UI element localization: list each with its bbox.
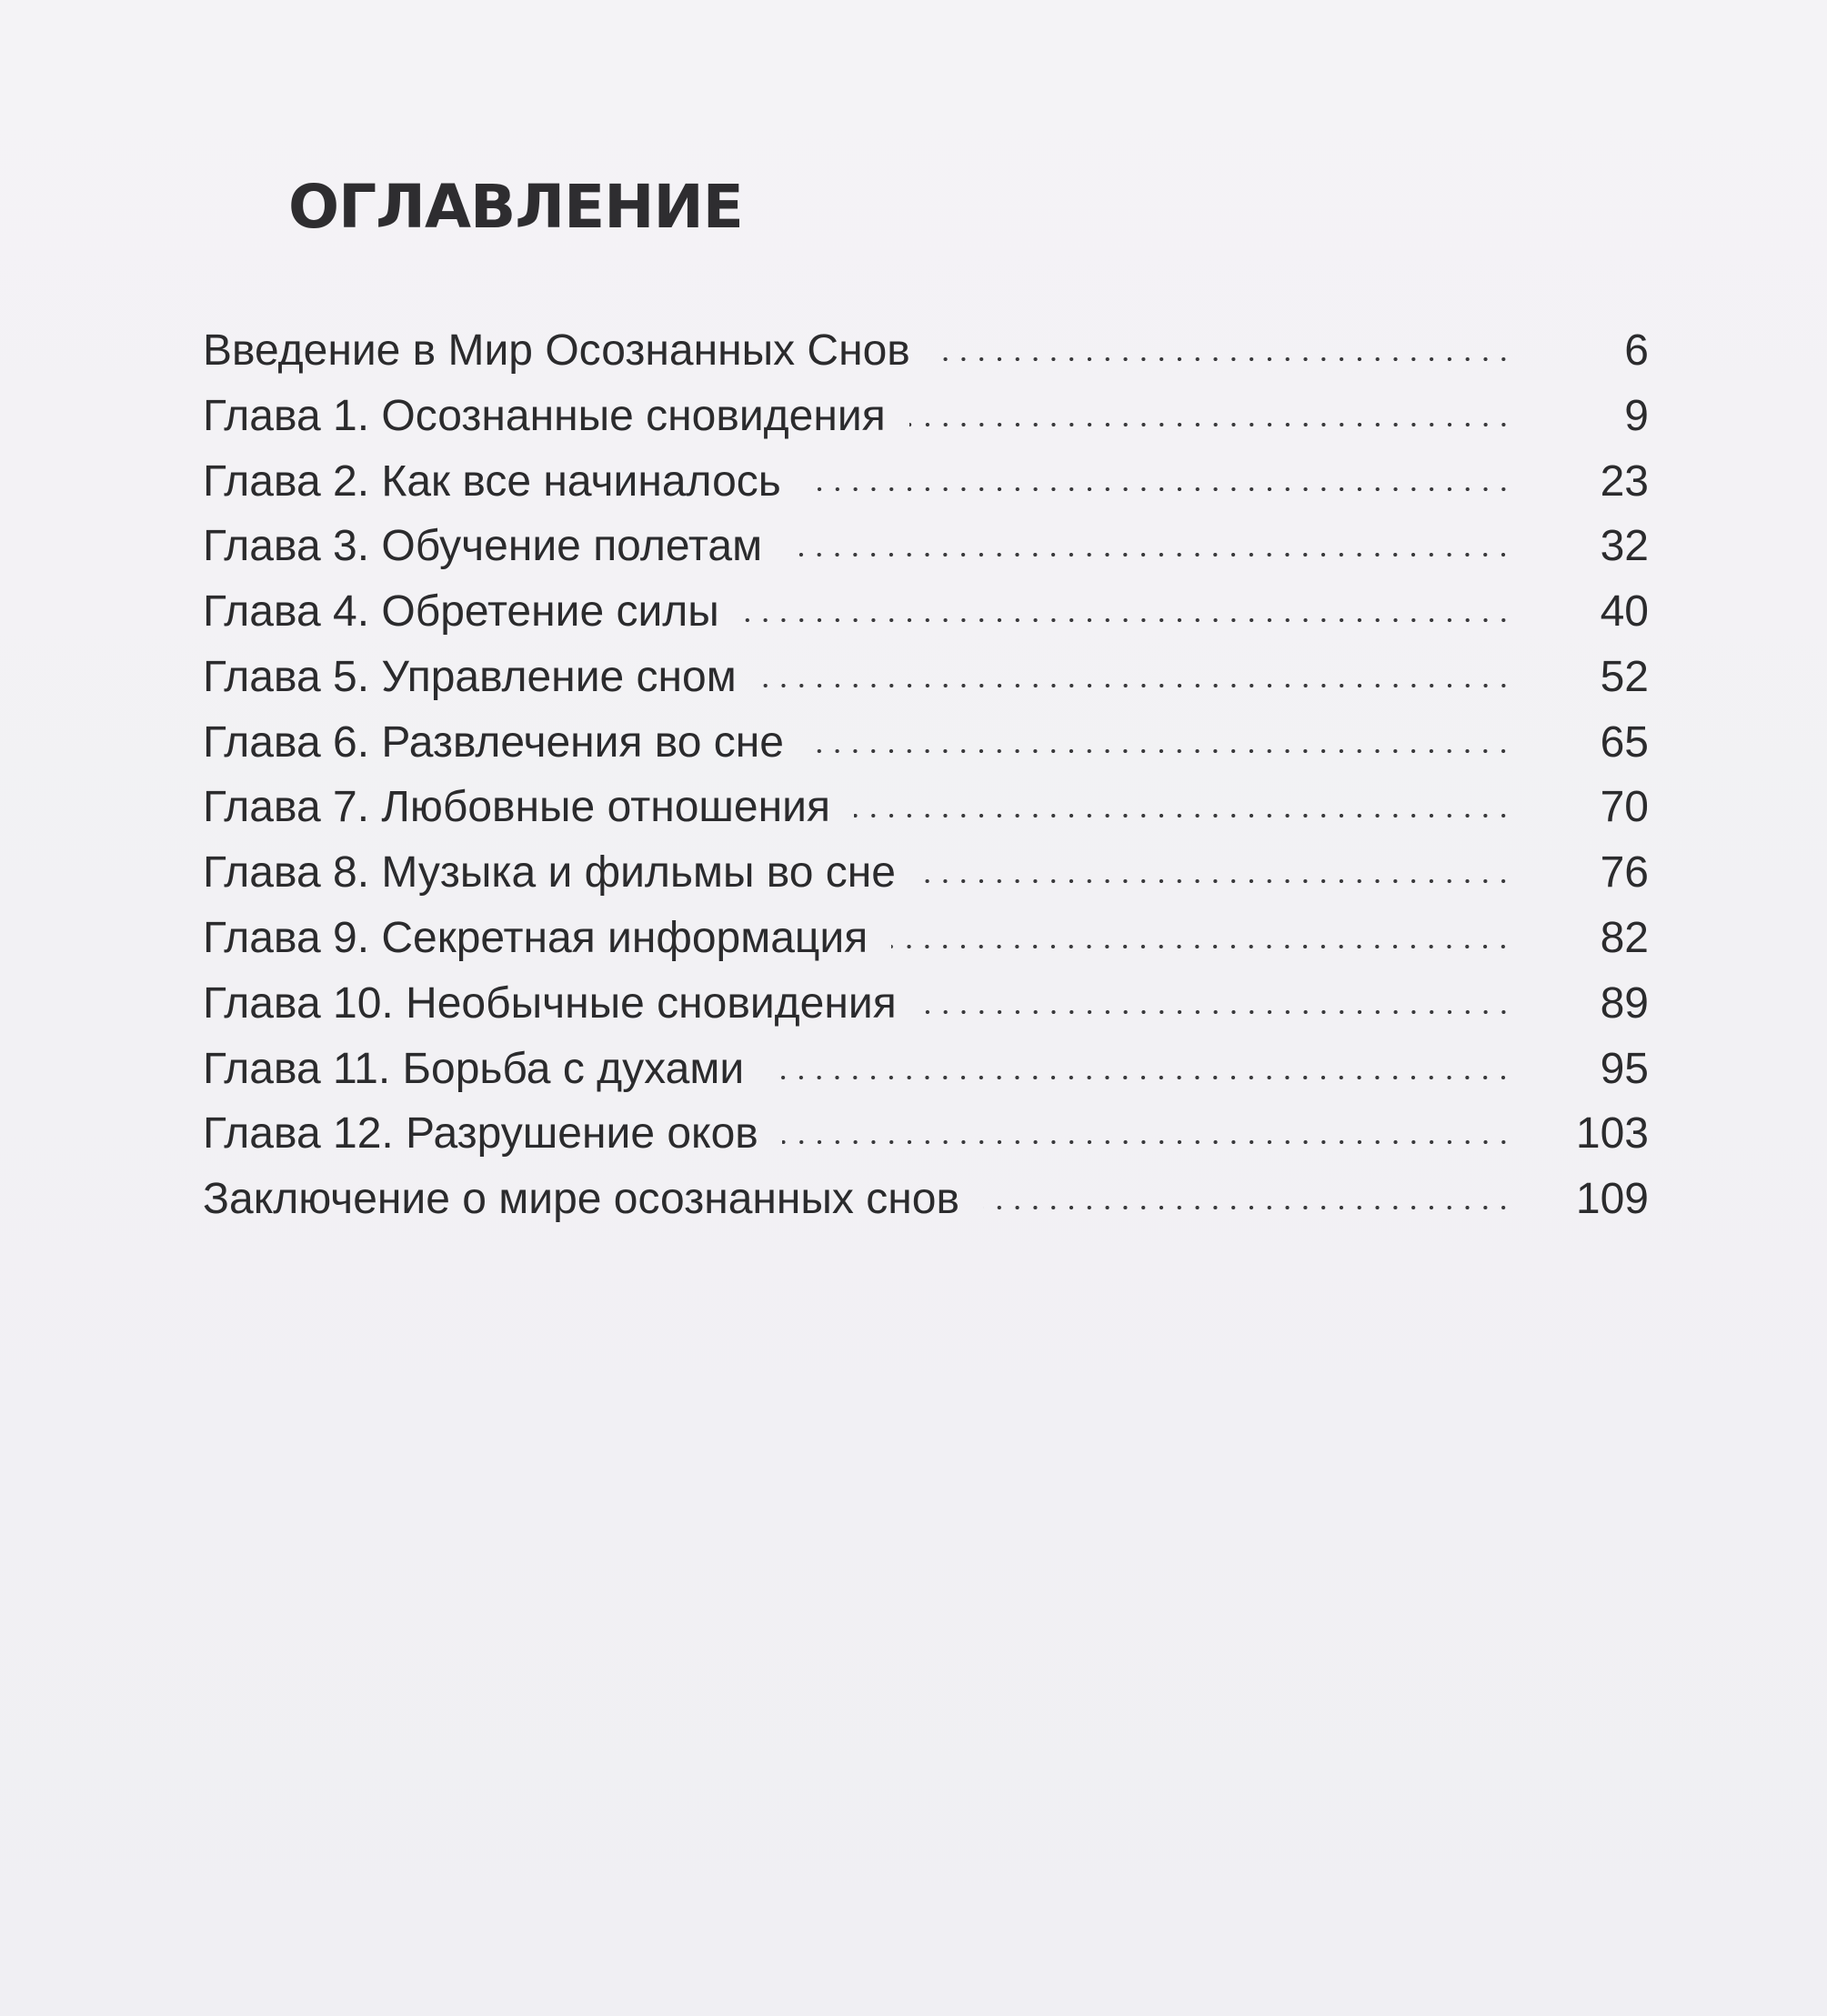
dot-leader — [782, 1140, 1512, 1144]
table-of-contents — [203, 318, 1649, 1232]
dot-leader — [743, 618, 1512, 622]
toc-entry-page: 40 — [1600, 587, 1649, 637]
toc-entry-title: Глава 10. Необычные сновидения — [203, 978, 897, 1028]
toc-entry — [203, 1102, 1649, 1168]
dot-leader — [805, 487, 1512, 491]
toc-entry-page: 65 — [1600, 717, 1649, 767]
dot-leader — [909, 423, 1512, 426]
dot-leader — [919, 879, 1512, 883]
toc-entry-page: 32 — [1600, 522, 1649, 571]
toc-entry-page: 103 — [1575, 1109, 1649, 1158]
toc-entry — [203, 971, 1649, 1037]
toc-entry — [203, 514, 1649, 579]
dot-leader — [760, 684, 1512, 687]
toc-entry — [203, 710, 1649, 776]
toc-entry-title: Глава 4. Обретение силы — [203, 587, 719, 637]
dot-leader — [854, 814, 1512, 817]
dot-leader — [934, 357, 1512, 361]
dot-leader — [920, 1010, 1512, 1014]
toc-entry-title: Глава 3. Обучение полетам — [203, 522, 763, 571]
dot-leader — [768, 1076, 1512, 1079]
dot-leader — [891, 945, 1512, 948]
toc-entry-title: Глава 8. Музыка и фильмы во сне — [203, 848, 896, 898]
toc-entry — [203, 449, 1649, 515]
toc-entry-title: Глава 9. Секретная информация — [203, 914, 868, 963]
toc-entry-page: 109 — [1575, 1175, 1649, 1224]
toc-entry-title: Глава 12. Разрушение оков — [203, 1109, 758, 1158]
toc-entry-page: 89 — [1600, 978, 1649, 1028]
toc-entry-title: Введение в Мир Осознанных Снов — [203, 326, 910, 375]
toc-entry-page: 70 — [1600, 783, 1649, 832]
toc-entry-page: 23 — [1600, 456, 1649, 506]
toc-entry — [203, 1037, 1649, 1102]
toc-entry-title: Глава 11. Борьба с духами — [203, 1044, 745, 1093]
toc-entry — [203, 776, 1649, 841]
dot-leader — [786, 553, 1512, 557]
toc-entry-page: 6 — [1624, 326, 1649, 375]
toc-entry-page: 82 — [1600, 914, 1649, 963]
toc-entry-page: 76 — [1600, 848, 1649, 898]
toc-entry — [203, 645, 1649, 710]
toc-entry-title: Глава 7. Любовные отношения — [203, 783, 830, 832]
dot-leader — [808, 749, 1512, 753]
toc-entry-title: Глава 5. Управление сном — [203, 652, 737, 701]
toc-entry-page: 52 — [1600, 652, 1649, 701]
toc-entry — [203, 1167, 1649, 1232]
page-title: ОГЛАВЛЕНИЕ — [288, 172, 743, 242]
toc-entry-title: Заключение о мире осознанных снов — [203, 1175, 959, 1224]
toc-entry — [203, 579, 1649, 645]
toc-entry — [203, 906, 1649, 971]
toc-entry-title: Глава 2. Как все начиналось — [203, 456, 781, 506]
toc-entry-page: 95 — [1600, 1044, 1649, 1093]
toc-entry-title: Глава 6. Развлечения во сне — [203, 717, 784, 767]
toc-entry — [203, 318, 1649, 384]
toc-entry — [203, 840, 1649, 906]
toc-entry-page: 9 — [1624, 391, 1649, 440]
dot-leader — [983, 1206, 1512, 1209]
toc-entry — [203, 384, 1649, 449]
toc-entry-title: Глава 1. Осознанные сновидения — [203, 391, 886, 440]
